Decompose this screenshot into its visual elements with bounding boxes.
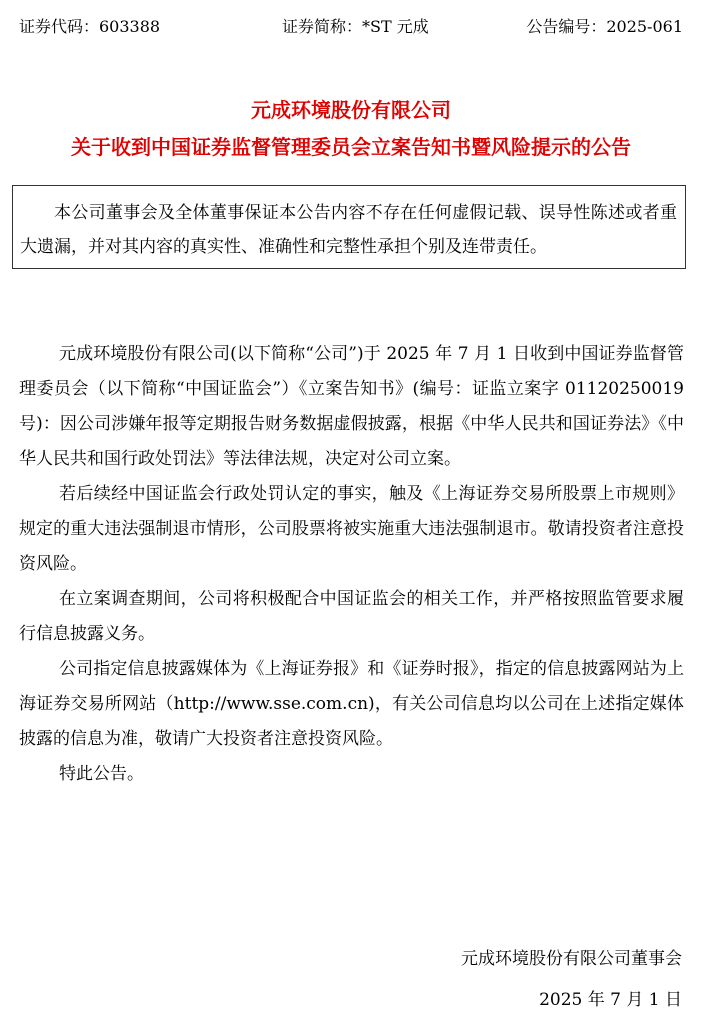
board-declaration-text: 本公司董事会及全体董事保证本公告内容不存在任何虚假记载、误导性陈述或者重大遗漏，并对其内容的真实性、准确性和完整性承担个别及连带责任。 — [20, 203, 677, 257]
company-title: 元成环境股份有限公司 — [251, 98, 451, 122]
paragraph-closing: 特此公告。 — [59, 764, 144, 784]
paragraph-cooperation: 在立案调查期间，公司将积极配合中国证监会的相关工作，并严格按照监管要求履行信息披露义务。 — [19, 589, 684, 644]
paragraph-delisting-risk: 若后续经中国证监会行政处罚认定的事实，触及《上海证券交易所股票上市规则》规定的重大违法强制退市情形，公司股票将被实施重大违法强制退市。敬请投资者注意投资风险。 — [19, 484, 684, 574]
document-header — [19, 14, 683, 38]
announcement-body — [19, 337, 684, 792]
paragraph-disclosure-media: 公司指定信息披露媒体为《上海证券报》和《证券时报》，指定的信息披露网站为上海证券交易所网站（http://www.sse.com.cn)，有关公司信息均以公司在上述指定媒体披露的信息为准，敬请广大投资者注意投资风险。 — [19, 659, 684, 749]
announcement-title: 关于收到中国证券监督管理委员会立案告知书暨风险提示的公告 — [71, 135, 631, 159]
stock-short-name: 证券简称：*ST 元成 — [282, 17, 429, 36]
paragraph-case-filing: 元成环境股份有限公司(以下简称“公司”)于 2025 年 7 月 1 日收到中国证券监督管理委员会（以下简称“中国证监会”）《立案告知书》(编号：证监立案字 01120250019 号)：因公司涉嫌年报等定期报告财务数据虚假披露，根据《中华人民共和国证券法》《中华人民共和国行政处罚法》等法律法规，决定对公司立案。 — [19, 344, 684, 469]
stock-code: 证券代码：603388 — [19, 17, 161, 36]
signature-date: 2025 年 7 月 1 日 — [539, 990, 682, 1010]
announcement-number: 公告编号：2025-061 — [526, 17, 683, 36]
signature-company: 元成环境股份有限公司董事会 — [461, 949, 682, 969]
board-declaration-box — [12, 185, 686, 269]
